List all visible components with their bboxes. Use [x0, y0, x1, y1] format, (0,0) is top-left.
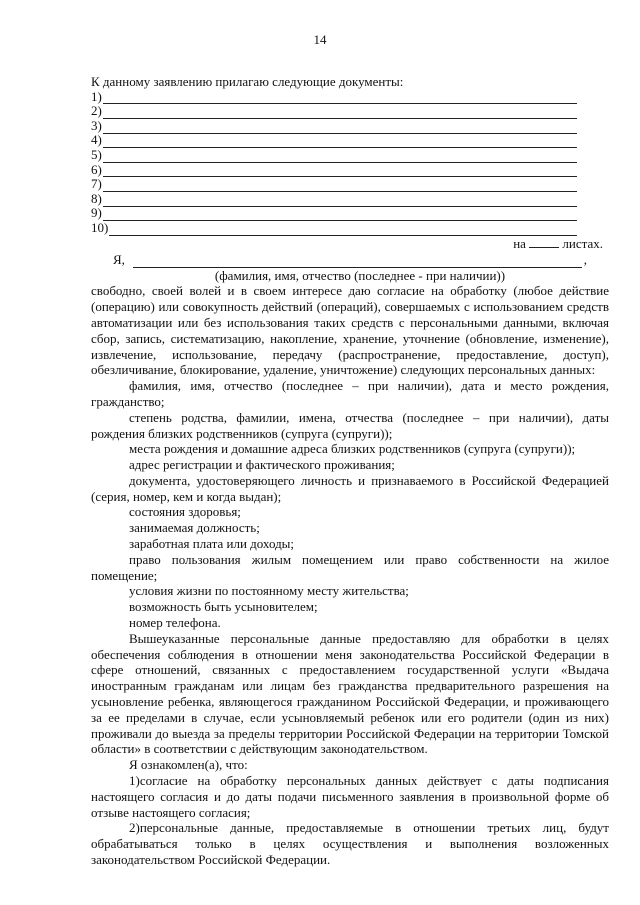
consent-paragraph: Я ознакомлен(а), что:	[129, 757, 248, 773]
attachment-line-blank[interactable]	[103, 165, 577, 177]
attachment-line-blank[interactable]	[103, 209, 577, 221]
attachment-line-blank[interactable]	[103, 180, 577, 192]
consent-paragraph: документа, удостоверяющего личность и признаваемого в Российской Федерацией (серия, номер, кем и когда выдан);	[91, 472, 609, 504]
attachment-line-blank[interactable]	[103, 92, 577, 104]
attachment-line-blank[interactable]	[103, 151, 577, 163]
consent-paragraph: заработная плата или доходы;	[129, 536, 295, 552]
attachment-line	[91, 148, 609, 163]
sheets-suffix: листах.	[562, 235, 603, 251]
attachment-line-number: 7)	[91, 176, 102, 192]
ya-label: Я,	[113, 251, 125, 267]
attachment-line-number: 6)	[91, 161, 102, 177]
attachment-line-blank[interactable]	[109, 224, 577, 236]
consent-paragraph: фамилия, имя, отчество (последнее – при наличии), дата и место рождения, гражданство;	[91, 378, 609, 409]
consent-paragraph: состояния здоровья;	[129, 504, 241, 520]
consent-paragraph: право пользования жилым помещением или право собственности на жилое помещение;	[91, 551, 609, 583]
attachment-line	[91, 119, 609, 134]
attachment-line-blank[interactable]	[103, 136, 577, 148]
attachment-line	[91, 163, 609, 178]
consent-paragraph: Вышеуказанные персональные данные предоставляю для обработки в целях обеспечения соблюдения в отношении меня законодательства Российской Федерации в сфере отношений, связанных с предоставлением государственной услуги «Выдача иностранным гражданам или лицам без гражданства предварительного разрешения на усыновление ребенка, являющегося гражданином Российской Федерации, и проживающего за ее пределами в случае, если усыновляемый ребенок или его родители (один из них) проживали до выезда за пределы территории Российской Федерации на территории Томской области» в соответствии с действующим законодательством.	[91, 630, 609, 757]
attachment-line-number: 9)	[91, 205, 102, 221]
attachment-line	[91, 207, 609, 222]
applicant-name-blank[interactable]	[133, 256, 582, 268]
attachment-line	[91, 177, 609, 192]
attachment-line	[91, 221, 609, 236]
attachment-line-blank[interactable]	[103, 195, 577, 207]
attachment-line	[91, 192, 609, 207]
attachment-line-blank[interactable]	[103, 107, 577, 119]
sheets-count-blank[interactable]	[529, 237, 559, 248]
attachment-line-number: 10)	[91, 219, 109, 235]
attachment-line	[91, 104, 609, 119]
consent-paragraph: 1)согласие на обработку персональных данных действует с даты подписания настоящего согласия и до даты подачи письменного заявления в произвольной форме об отзыве настоящего согласия;	[91, 773, 609, 820]
attachments-list	[91, 90, 609, 236]
attachment-line-number: 2)	[91, 103, 102, 119]
consent-paragraph: условия жизни по постоянному месту жительства;	[129, 583, 409, 599]
sheets-count-row	[91, 236, 609, 252]
consent-paragraph: свободно, своей волей и в своем интересе даю согласие на обработку (любое действие (операцию) или совокупность действий (операций), совершаемых с использованием средств автоматизации или без использования таких средств с персональными данными, включая сбор, запись, систематизацию, накопление, хранение, уточнение (обновление, изменение), извлечение, использование, передачу (распространение, предоставление, доступ), обезличивание, блокирование, удаление, уничтожение) следующих персональных данных:	[91, 283, 609, 378]
consent-paragraph: адрес регистрации и фактического проживания;	[129, 457, 395, 473]
attachment-line-number: 4)	[91, 132, 102, 148]
consent-paragraph: занимаемая должность;	[129, 520, 260, 536]
attachment-line-blank[interactable]	[103, 122, 577, 134]
ya-comma: ,	[583, 251, 587, 267]
attachment-line-number: 8)	[91, 190, 102, 206]
consent-paragraph: возможность быть усыновителем;	[129, 599, 318, 615]
attachments-intro: К данному заявлению прилагаю следующие документы:	[91, 74, 404, 89]
attachment-line-number: 5)	[91, 146, 102, 162]
consent-paragraph: места рождения и домашние адреса близких родственников (супруга (супруги));	[129, 441, 576, 457]
attachment-line-number: 1)	[91, 88, 102, 104]
document-body	[91, 74, 609, 868]
consent-text	[91, 283, 609, 867]
consent-paragraph: степень родства, фамилии, имена, отчества (последнее – при наличии), даты рождения близких родственников (супруга (супруги));	[91, 409, 609, 441]
consent-paragraph: номер телефона.	[129, 615, 221, 631]
consent-paragraph: 2)персональные данные, предоставляемые в отношении третьих лиц, будут обрабатываться только в целях осуществления и выполнения возложенных законодательством Российской Федерации.	[91, 820, 609, 868]
applicant-name-row	[91, 252, 609, 268]
attachment-line	[91, 134, 609, 149]
name-caption: (фамилия, имя, отчество (последнее - при наличии))	[214, 267, 506, 283]
sheets-prefix: на	[513, 235, 526, 251]
page-number: 14	[313, 32, 327, 47]
attachment-line-number: 3)	[91, 117, 102, 133]
attachment-line	[91, 90, 609, 105]
